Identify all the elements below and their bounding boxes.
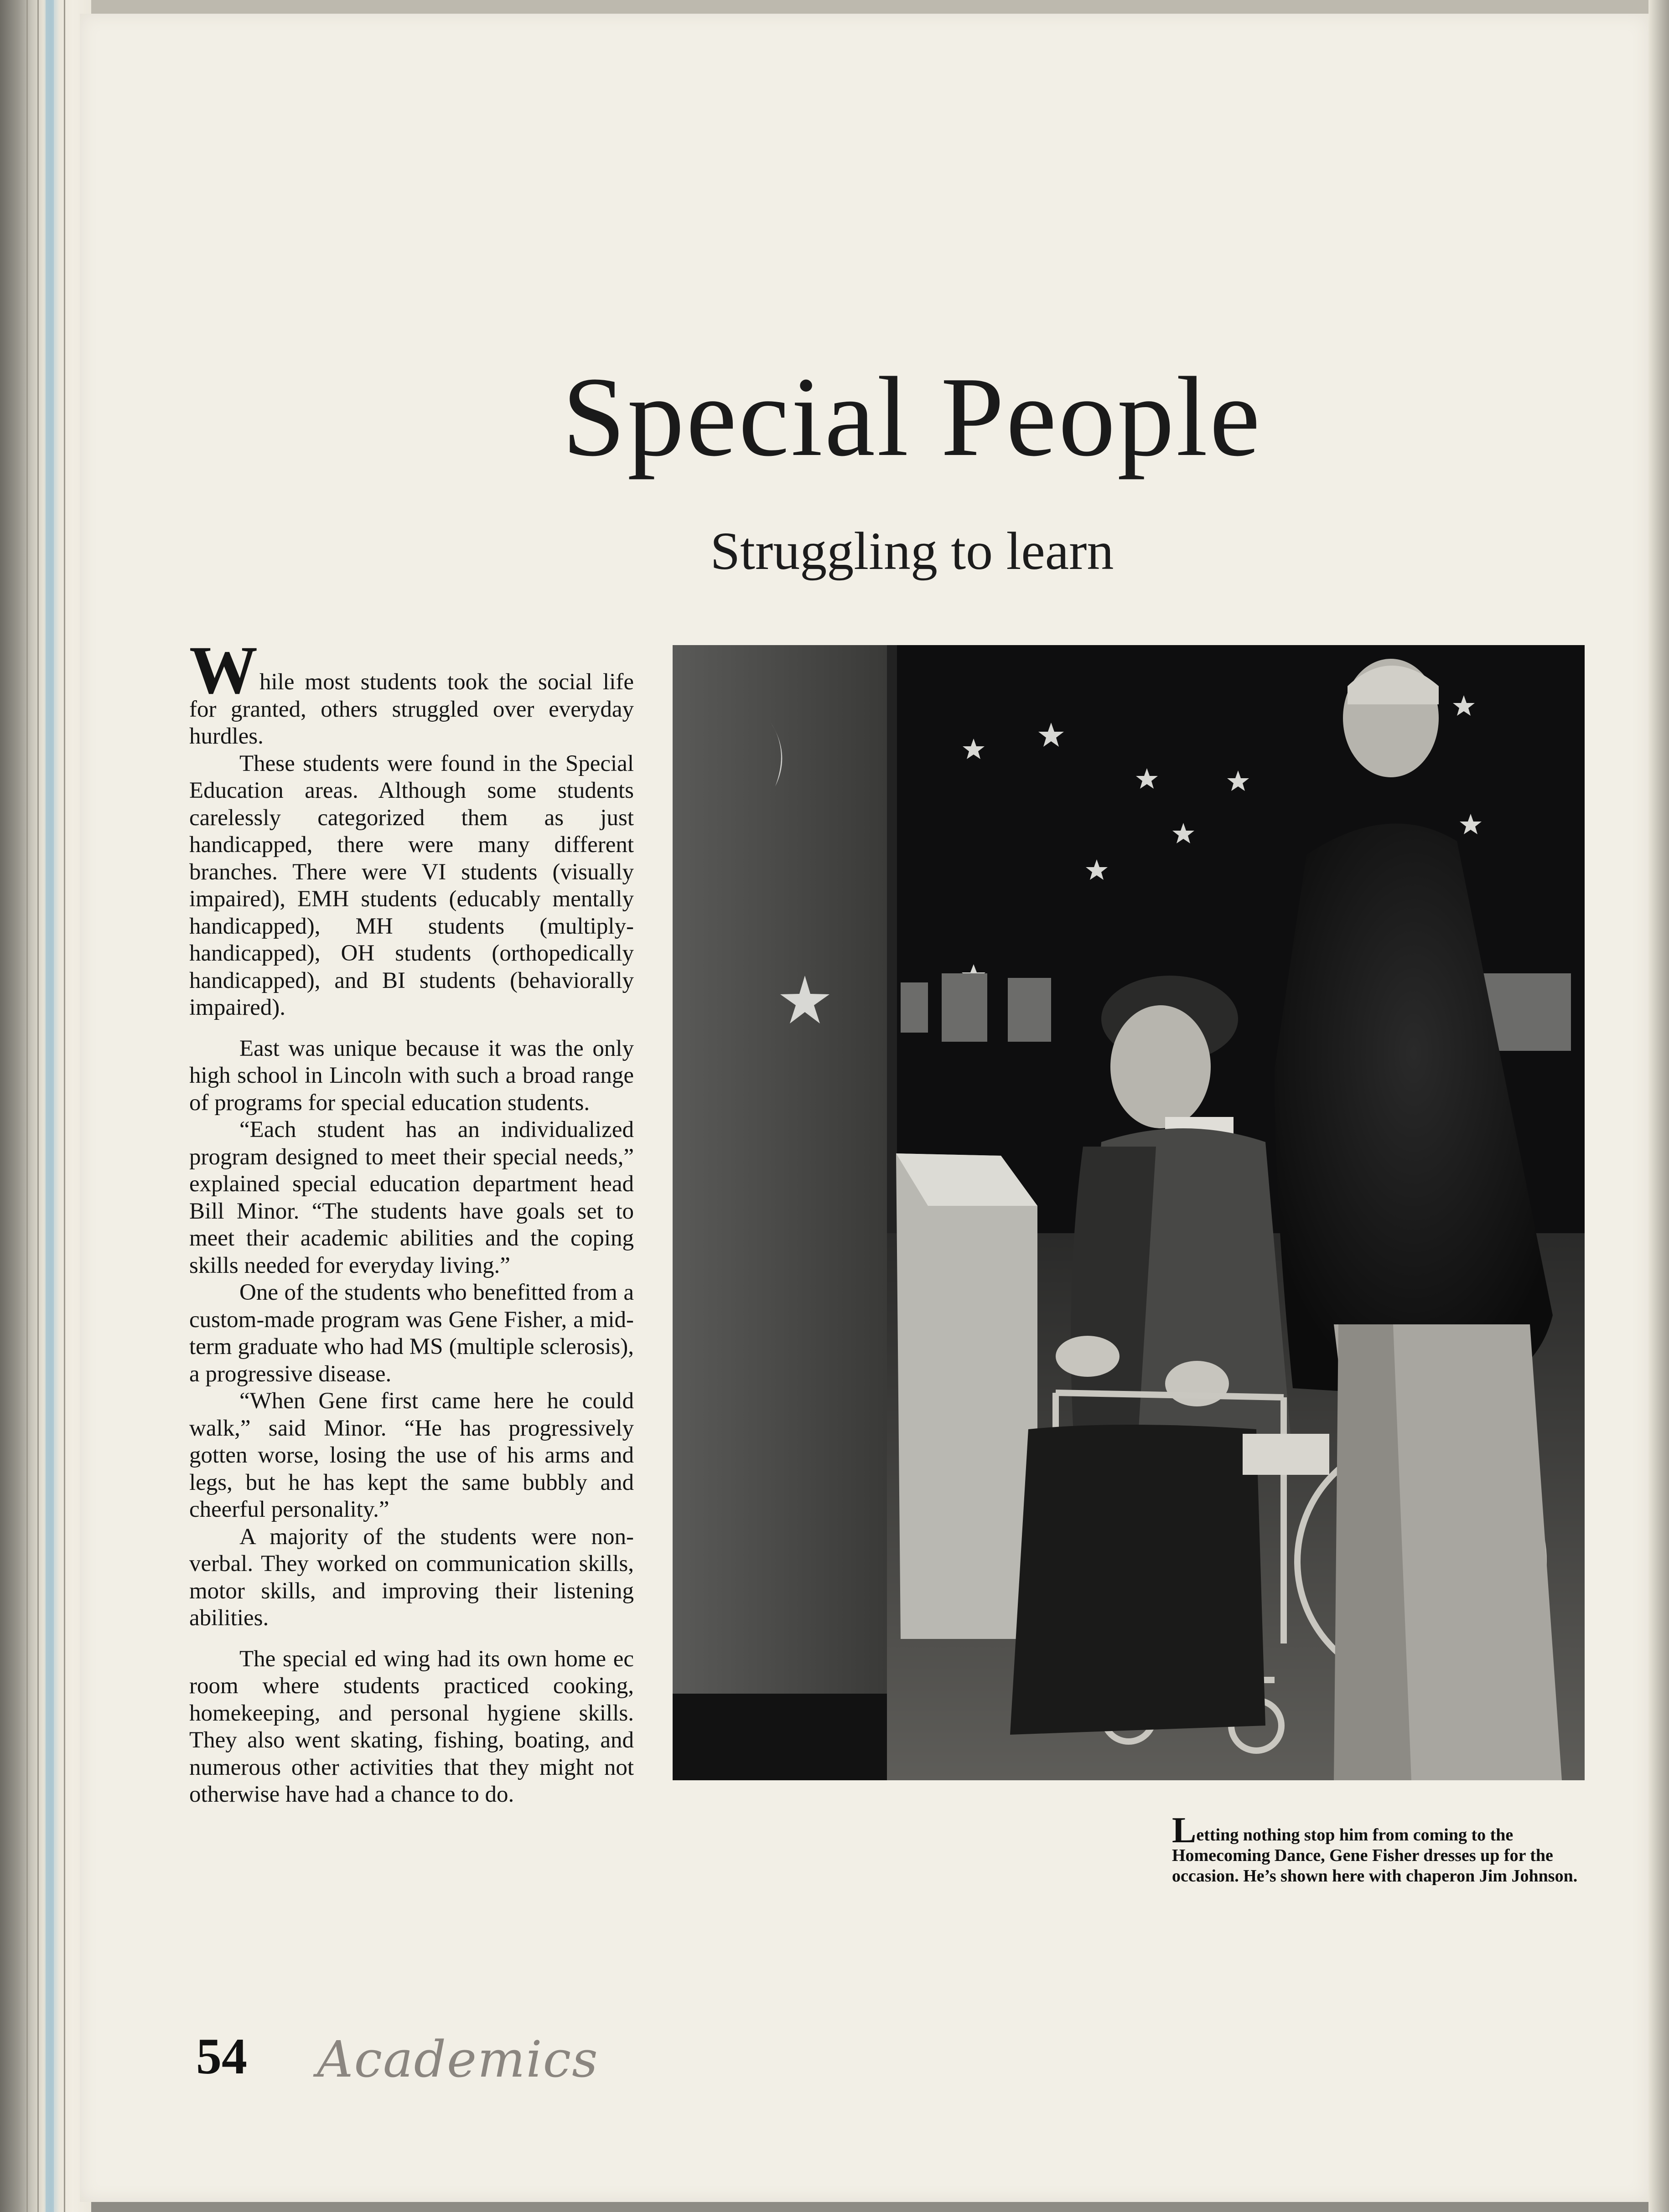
article-body <box>189 632 634 1809</box>
page-subtitle: Struggling to learn <box>710 521 1114 581</box>
article-paragraph: These students were found in the Special Education areas. Although some students carelessly categorized them as just handicapped, there were many different branches. There were VI students (visually impaired), EMH students (educably mentally handicapped), MH students (multiply-handicapped), OH students (orthopedically handicapped), and BI students (behaviorally impaired). <box>189 750 634 1020</box>
photo-illustration <box>673 645 1585 1780</box>
drop-cap: W <box>189 632 258 708</box>
article-paragraph: While most students took the social life for granted, others struggled over everyday hurdles. <box>189 632 634 749</box>
page-number: 54 <box>196 2028 247 2085</box>
article-paragraph: East was unique because it was the only high school in Lincoln with such a broad range of programs for special education students. <box>189 1035 634 1116</box>
article-paragraph: “Each student has an individualized program designed to meet their special needs,” explained special education department head Bill Minor. “The students have goals set to meet their academic abilities and the coping skills needed for everyday living.” <box>189 1117 634 1278</box>
article-paragraph: “When Gene first came here he could walk,” said Minor. “He has progressively gotten worse, losing the use of his arms and legs, but he has kept the same bubbly and cheerful personality.” <box>189 1388 634 1522</box>
article-paragraph: One of the students who benefitted from a custom-made program was Gene Fisher, a mid-term graduate who had MS (multiple sclerosis), a progressive disease. <box>189 1280 634 1387</box>
article-paragraph: The special ed wing had its own home ec room where students practiced cooking, homekeeping, and personal hygiene skills. They also went skating, fishing, boating, and numerous other activities that they might not otherwise have had a chance to do. <box>189 1646 634 1807</box>
photo-caption: Letting nothing stop him from coming to the Homecoming Dance, Gene Fisher dresses up for the occasion. He’s shown here with chaperon Jim Johnson. <box>1172 1810 1578 1886</box>
article-paragraph: A majority of the students were non-verbal. They worked on communication skills, motor skills, and improving their listening abilities. <box>189 1524 634 1631</box>
page-top-edge <box>0 0 1669 14</box>
section-label: Academics <box>317 2030 599 2088</box>
page-right-edge <box>1648 0 1669 2212</box>
photo-homecoming-dance <box>673 645 1585 1780</box>
page-title: Special People <box>562 354 1262 480</box>
caption-drop-cap: L <box>1172 1810 1197 1850</box>
book-binding <box>0 0 91 2212</box>
